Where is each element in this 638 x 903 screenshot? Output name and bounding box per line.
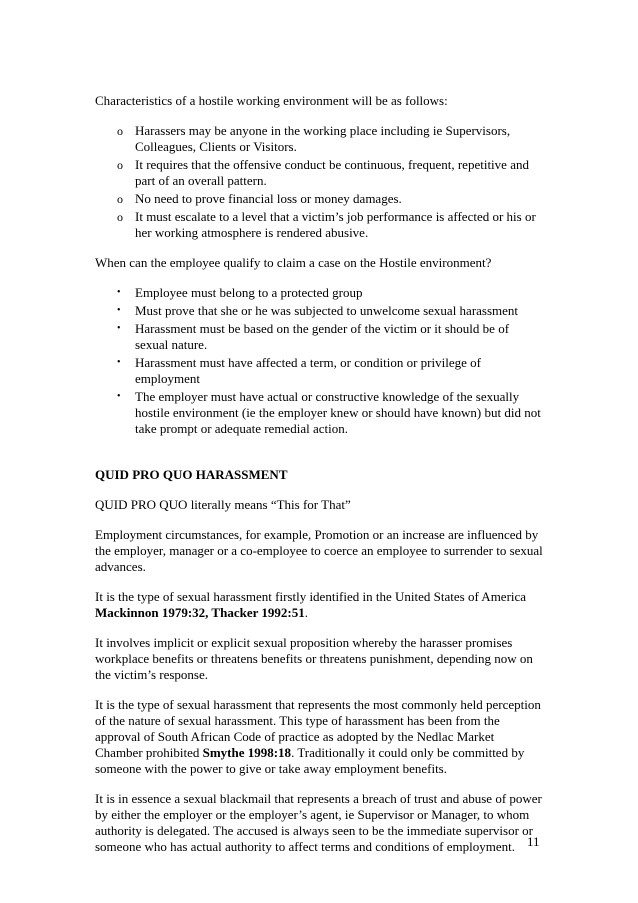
meaning-text: QUID PRO QUO literally means “This for That”: [95, 497, 351, 512]
list-item: • Employee must belong to a protected group: [117, 285, 363, 300]
list-item: o It requires that the offensive conduct be continuous, frequent, repetitive and part of an overall pattern.: [117, 157, 529, 188]
bullet-icon: •: [117, 305, 121, 316]
question-text: When can the employee qualify to claim a case on the Hostile environment?: [95, 255, 492, 270]
qualify-list: [95, 285, 545, 437]
employment-paragraph: Employment circumstances, for example, Promotion or an increase are influenced by the employer, manager or a co-employee to coerce an employee to surrender to sexual advances.: [95, 527, 543, 574]
citation: Mackinnon 1979:32, Thacker 1992:51: [95, 605, 305, 620]
page-content: [95, 93, 545, 869]
list-item: • The employer must have actual or constructive knowledge of the sexually hostile environment (ie the employer knew or should have known) but did not take prompt or adequate remedial action.: [117, 389, 541, 436]
bullet-icon: •: [117, 323, 121, 334]
intro-text: Characteristics of a hostile working environment will be as follows:: [95, 93, 448, 108]
list-item: • Harassment must be based on the gender of the victim or it should be of sexual nature.: [117, 321, 510, 352]
list-item: o No need to prove financial loss or money damages.: [117, 191, 402, 206]
perception-paragraph: It is the type of sexual harassment that represents the most commonly held perception of the nature of sexual harassment. This type of harassment has been from the approval of South African Code of practice as adopted by the Nedlac Market Chamber prohibited Smythe 1998:18. Traditionally it could only be committed by someone with the power to give or take away employment benefits.: [95, 697, 541, 776]
list-item: o It must escalate to a level that a victim’s job performance is affected or his or her working atmosphere is rendered abusive.: [117, 209, 536, 240]
section-heading: QUID PRO QUO HARASSMENT: [95, 467, 288, 482]
citation: Smythe 1998:18: [202, 745, 292, 760]
bullet-icon: •: [117, 287, 121, 298]
characteristics-list: [95, 123, 545, 241]
circle-bullet-icon: o: [117, 210, 123, 224]
list-item: • Harassment must have affected a term, or condition or privilege of employment: [117, 355, 481, 386]
implicit-paragraph: It involves implicit or explicit sexual proposition whereby the harasser promises workplace benefits or threatens benefits or threatens punishment, depending now on the victim’s response.: [95, 635, 533, 682]
page-number: 11: [527, 834, 540, 849]
list-item: o Harassers may be anyone in the working place including ie Supervisors, Colleagues, Clients or Visitors.: [117, 123, 511, 154]
bullet-icon: •: [117, 391, 121, 402]
list-item: • Must prove that she or he was subjected to unwelcome sexual harassment: [117, 303, 519, 318]
circle-bullet-icon: o: [117, 192, 123, 206]
blackmail-paragraph: It is in essence a sexual blackmail that represents a breach of trust and abuse of power by either the employer or the employer’s agent, ie Supervisor or Manager, to whom authority is delegated. The accused is always seen to be the immediate supervisor or someone who has actual authority to affect terms and conditions of employment.: [95, 791, 542, 854]
first-identified-paragraph: It is the type of sexual harassment firstly identified in the United States of America Mackinnon 1979:32, Thacker 1992:51.: [95, 589, 527, 620]
circle-bullet-icon: o: [117, 158, 123, 172]
circle-bullet-icon: o: [117, 124, 123, 138]
bullet-icon: •: [117, 357, 121, 368]
